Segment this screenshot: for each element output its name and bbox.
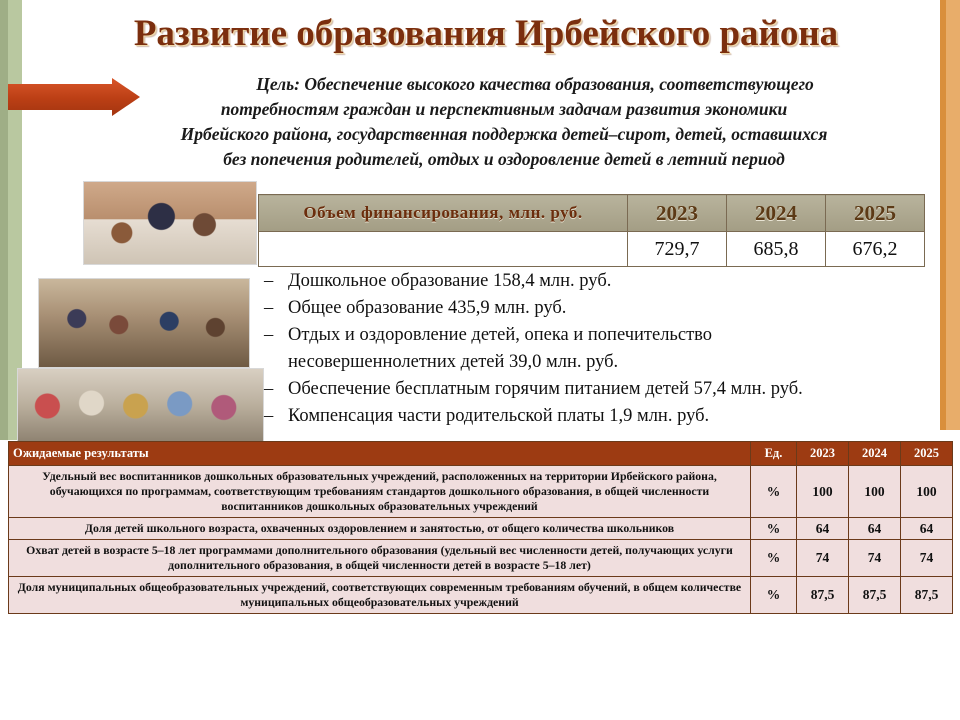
column-header-results: Ожидаемые результаты [9,442,751,466]
result-unit: % [751,466,797,518]
result-description: Охват детей в возрасте 5–18 лет программами дополнительного образования (удельный вес численности детей, получающих услуги дополнительного образования, в общей численности детей в возрасте 5–18 лет) [9,540,751,577]
financing-value-2025: 676,2 [826,232,925,267]
column-header-2023: 2023 [797,442,849,466]
result-value-2024: 74 [849,540,901,577]
financing-value-2023: 729,7 [628,232,727,267]
children-at-table-photo [83,181,257,265]
list-item: – Компенсация части родительской платы 1,9 млн. руб. [258,403,958,429]
result-description: Доля муниципальных общеобразовательных учреждений, соответствующих современным требованиям обучений, в общем количестве муниципальных общеобразовательных учреждений [9,577,751,614]
goal-line-3: Ирбейского района, государственная поддержка детей–сирот, детей, оставшихся [180,124,828,144]
result-value-2025: 64 [901,518,953,540]
result-unit: % [751,540,797,577]
financing-label: Объем финансирования, млн. руб. [259,195,628,232]
budget-breakdown-list [258,268,958,430]
result-value-2025: 87,5 [901,577,953,614]
column-header-2025: 2025 [901,442,953,466]
result-unit: % [751,577,797,614]
result-description: Удельный вес воспитанников дошкольных образовательных учреждений, расположенных на территории Ирбейского района, обучающихся по программам, соответствующим требованиям стандартов дошкольного образования, в общей численности воспитанников дошкольных образовательных учреждений [9,466,751,518]
expected-results-table [8,441,953,614]
financing-year-2023: 2023 [628,195,727,232]
goal-statement [64,72,944,172]
table-row [9,518,953,540]
list-item: – Общее образование 435,9 млн. руб. [258,295,958,321]
result-unit: % [751,518,797,540]
table-row [9,540,953,577]
result-value-2025: 74 [901,540,953,577]
left-decorative-stripe-inner [0,0,8,440]
goal-line-2: потребностям граждан и перспективным задачам развития экономики [220,99,788,119]
result-value-2025: 100 [901,466,953,518]
financing-table [258,194,925,267]
financing-value-2024: 685,8 [727,232,826,267]
list-item-continuation: несовершеннолетних детей 39,0 млн. руб. [288,352,619,372]
result-description: Доля детей школьного возраста, охваченных оздоровлением и занятостью, от общего количества школьников [9,518,751,540]
children-group-photo [17,368,264,444]
list-item: – Обеспечение бесплатным горячим питанием детей 57,4 млн. руб. [258,376,958,402]
result-value-2023: 87,5 [797,577,849,614]
goal-line-1: Цель: Обеспечение высокого качества образования, соответствующего [256,74,814,94]
result-value-2023: 100 [797,466,849,518]
column-header-2024: 2024 [849,442,901,466]
classroom-photo [38,278,250,368]
table-header-row [9,442,953,466]
column-header-unit: Ед. [751,442,797,466]
list-item: – Дошкольное образование 158,4 млн. руб. [258,268,958,294]
result-value-2024: 64 [849,518,901,540]
page-title: Развитие образования Ирбейского района [133,13,839,54]
result-value-2023: 64 [797,518,849,540]
financing-spacer-cell [259,232,628,267]
result-value-2024: 100 [849,466,901,518]
financing-year-2025: 2025 [826,195,925,232]
financing-year-2024: 2024 [727,195,826,232]
table-row [9,466,953,518]
list-item: – Отдых и оздоровление детей, опека и попечительство [258,322,958,348]
table-row [9,577,953,614]
financing-header-row [259,195,925,232]
goal-line-4: без попечения родителей, отдых и оздоровление детей в летний период [223,149,785,169]
financing-value-row [259,232,925,267]
result-value-2024: 87,5 [849,577,901,614]
result-value-2023: 74 [797,540,849,577]
